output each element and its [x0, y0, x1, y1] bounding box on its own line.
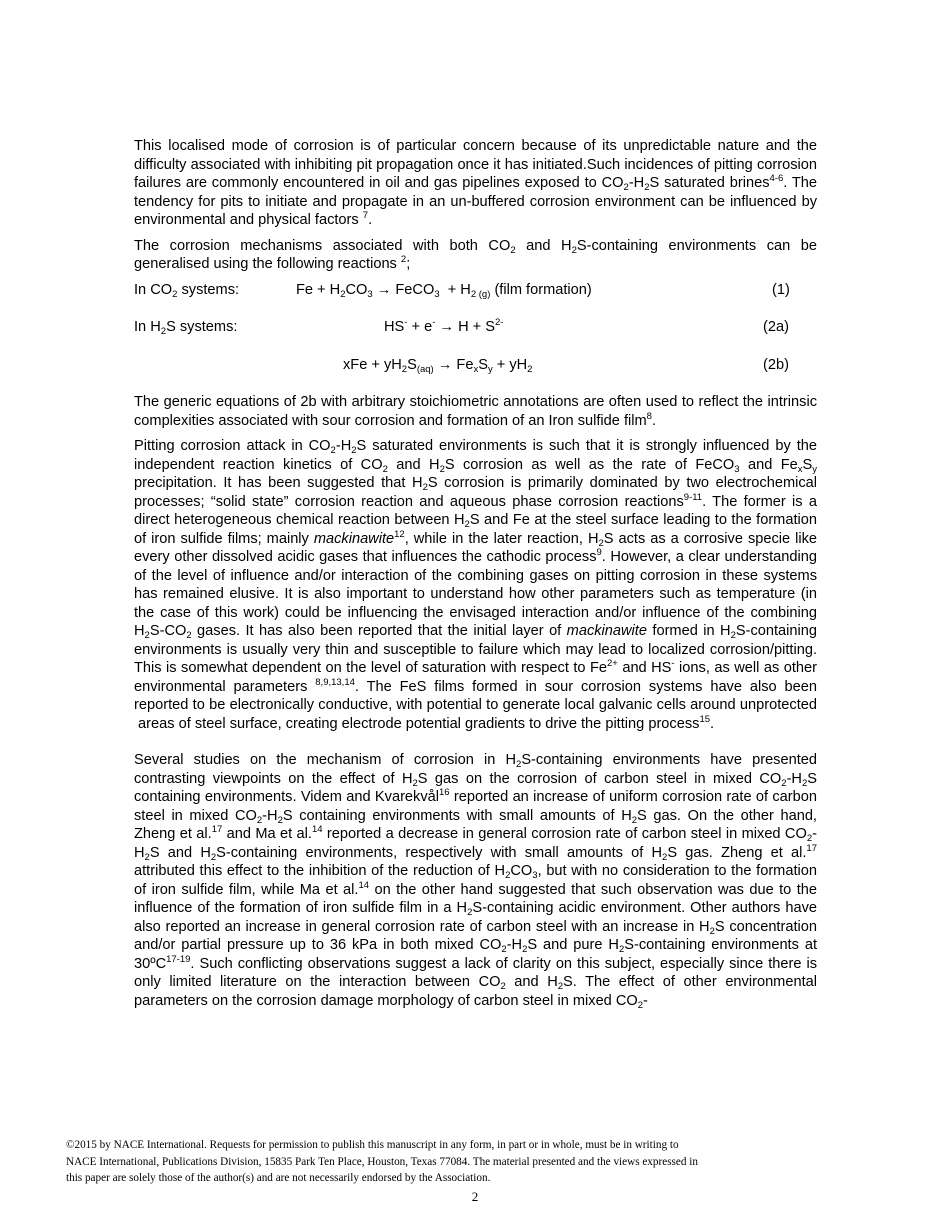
equation-2b-number: (2b) — [763, 356, 789, 373]
equation-1 — [134, 281, 817, 300]
page-number: 2 — [471, 1189, 479, 1204]
copyright-line-3: this paper are solely those of the author(s) and are not necessarily endorsed by the Association. — [66, 1172, 491, 1184]
paragraph-generic-equations: The generic equations of 2b with arbitrary stoichiometric annotations are often used to reflect the intrinsic complexities associated with sour corrosion and formation of an Iron sulfide film$^8$. — [134, 394, 817, 429]
paragraph-several-studies: Several studies on the mechanism of corrosion in $H_2S$-containing environments have presented contrasting viewpoints on the effect of $H_2S$ gas on the corrosion of carbon steel in mixed $CO_2-H_2S$ containing environments. Videm and Kvarekvål$^{16}$ reported an increase of uniform corrosion rate of carbon steel in mixed $CO_2-H_2S$ containing environments with small amounts of $H_2S$ gas. On the other hand, Zheng et al.$^{17}$ and Ma et al.$^{14}$ reported a decrease in general corrosion rate of carbon steel in mixed $CO_2-H_2S$ and $H_2S$-containing environments, respectively with small amounts of $H_2S$ gas. Zheng et al.$^{17}$ attributed this effect to the inhibition of the reduction of $H_2CO_3$, but with no consideration to the formation of iron sulfide film, while Ma et al.$^{14}$ on the other hand suggested that such observation was due to the influence of the formation of iron sulfide film in a $H_2S$-containing acidic environment. Other authors have also reported an increase in general corrosion rate of carbon steel with an increase in $H_2S$ concentration and/or partial pressure up to 36 kPa in both mixed $CO_2-H_2S$ and pure $H_2S$-containing environments at 30ºC$^{17-19}$. Such conflicting observations suggest a lack of clarity on this subject, especially since there is only limited literature on the interaction between $CO_2$ and $H_2S$. The effect of other environmental parameters on the corrosion damage morphology of carbon steel in mixed $CO_2-$ — [134, 752, 817, 1011]
copyright-line-1: ©2015 by NACE International. Requests for permission to publish this manuscript in any form, in part or in whole, must be in writing to — [66, 1139, 679, 1151]
equation-2a-label: In $H_2S$ systems: — [134, 319, 238, 337]
copyright-line-2: NACE International, Publications Division, 15835 Park Ten Place, Houston, Texas 77084. The material presented and the views expressed in — [66, 1155, 698, 1168]
paragraph-localised-corrosion: This localised mode of corrosion is of particular concern because of its unpredictable nature and the difficulty associated with inhibiting pit propagation once it has initiated.Such incidences of pitting corrosion failures are commonly encountered in oil and gas pipelines exposed to $CO_2-H_2S$ saturated brines$^{4-6}$. The tendency for pits to initiate and propagate in an un-buffered corrosion environment can be influenced by environmental and physical factors $^7$. — [134, 138, 817, 228]
equation-1-number: (1) — [772, 281, 790, 298]
equation-2a-number: (2a) — [763, 319, 789, 335]
copyright-footer — [66, 1137, 786, 1187]
equation-2a-formula: $HS^- + e^- \to H + S^{2-}$ — [384, 317, 504, 335]
equation-2a — [134, 318, 817, 337]
equation-2b — [134, 356, 817, 375]
equation-1-label: In $CO_2$ systems: — [134, 281, 240, 300]
paragraph-pitting-attack: Pitting corrosion attack in $CO_2-H_2S$ saturated environments is such that it is strongly influenced by the independent reaction kinetics of $CO_2$ and $H_2S$ corrosion as well as the rate of FeCO$_3$ and $Fe_xS_y$ precipitation. It has been suggested that $H_2S$ corrosion is primarily dominated by two electrochemical processes; “solid state” corrosion reaction and aqueous phase corrosion reactions$^{9-11}$. The former is a direct heterogeneous chemical reaction between $H_2S$ and Fe at the steel surface leading to the formation of iron sulfide films; mainly mackinawite$^{12}$, while in the later reaction, $H_2S$ acts as a corrosive specie like every other dissolved acidic gases that influences the cathodic process$^9$. However, a clear understanding of the level of influence and/or interaction of the combining gases on pitting corrosion in these systems has remained elusive. It is also important to understand how other parameters such as temperature (in the case of this work) could be influencing the envisaged interaction and/or influence of the combining $H_2S-CO_2$ gases. It has also been reported that the initial layer of mackinawite formed in $H_2S$-containing environments is usually very thin and susceptible to failure which may lead to localized corrosion/pitting. This is somewhat dependent on the level of saturation with respect to $Fe^{2+}$ and HS- ions, as well as other environmental parameters $^{8,9,13,14}$. The FeS films formed in sour corrosion systems have also been reported to be electronically conductive, with potential to generate local galvanic cells around unprotected areas of steel surface, creating electrode potential gradients to drive the pitting process$^{15}$. — [134, 438, 818, 732]
body-text — [134, 137, 817, 1017]
equation-1-formula: $Fe + H_2CO_3$ → FeCO$_3$ + $H_{2 (g)}$ (film formation) — [296, 281, 592, 300]
paragraph-mechanisms: The corrosion mechanisms associated with both $CO_2$ and $H_2S$-containing environments can be generalised using the following reactions $^2$; — [134, 237, 817, 272]
equation-2b-formula: xFe + $yH_2S_{(aq)} \to Fe_xS_y + yH_2$ — [343, 356, 533, 375]
